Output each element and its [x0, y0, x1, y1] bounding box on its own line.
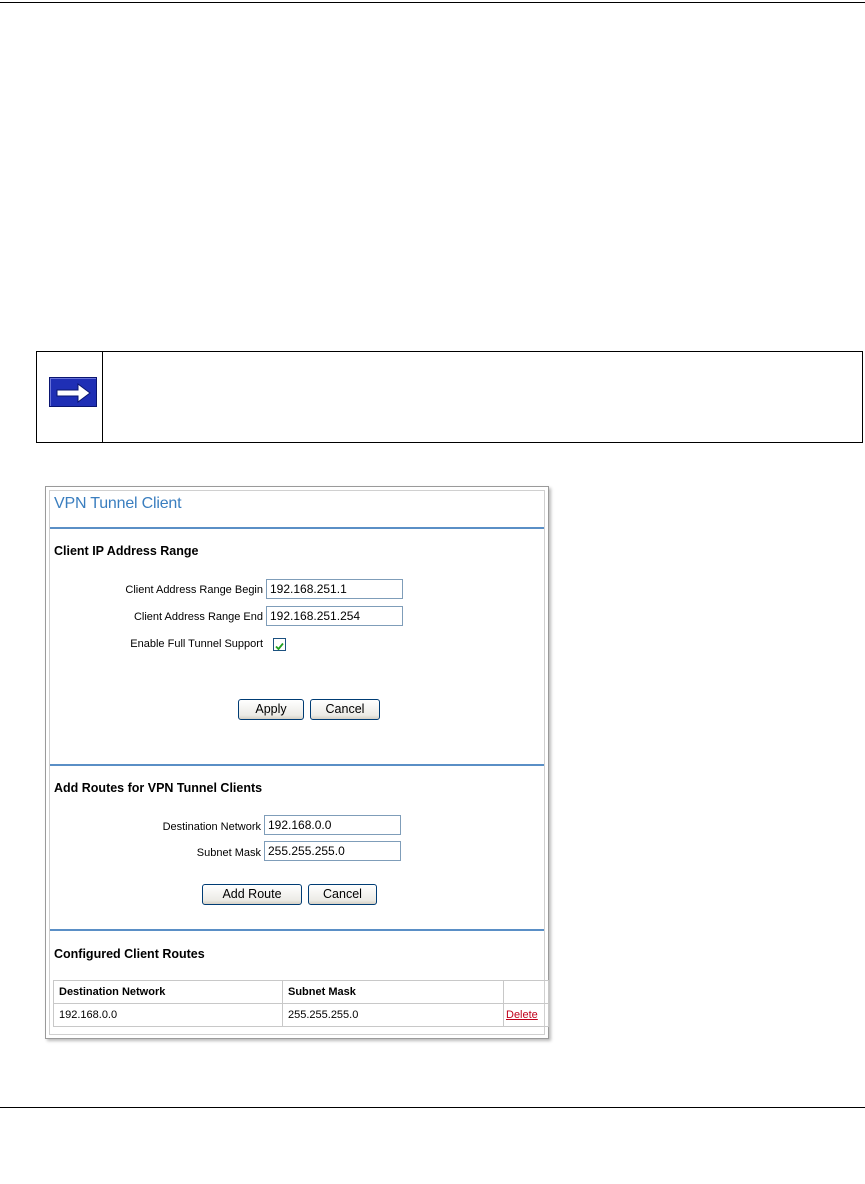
subnet-mask-label: Subnet Mask: [196, 847, 261, 859]
right-arrow-icon: [49, 377, 97, 407]
subnet-mask-input[interactable]: [264, 841, 401, 861]
configured-routes-table: [53, 980, 549, 1027]
add-route-button[interactable]: Add Route: [202, 884, 302, 905]
column-header-subnet-mask: Subnet Mask: [283, 981, 504, 1004]
column-header-action: [504, 981, 549, 1004]
section-divider: [50, 929, 544, 931]
panel-body: [49, 490, 545, 1035]
delete-route-link[interactable]: Delete: [506, 1009, 538, 1021]
destination-network-label: Destination Network: [162, 821, 261, 833]
full-tunnel-checkbox[interactable]: [273, 638, 286, 651]
column-header-destination: Destination Network: [54, 981, 283, 1004]
section-divider: [50, 764, 544, 766]
full-tunnel-label: Enable Full Tunnel Support: [130, 638, 263, 650]
panel-title: VPN Tunnel Client: [54, 495, 182, 512]
table-header-row: [54, 981, 549, 1004]
range-begin-label: Client Address Range Begin: [125, 584, 263, 596]
route-mask-cell: 255.255.255.0: [283, 1004, 504, 1027]
note-divider: [102, 352, 103, 442]
range-end-label: Client Address Range End: [133, 611, 263, 623]
page-footer-rule: [0, 1107, 865, 1108]
cancel-range-button[interactable]: Cancel: [310, 699, 380, 720]
destination-network-input[interactable]: [264, 815, 401, 835]
note-box: [36, 351, 863, 443]
range-begin-input[interactable]: [266, 579, 403, 599]
page-header-rule: [0, 2, 865, 3]
section-title-configured-routes: Configured Client Routes: [54, 947, 205, 961]
cancel-route-button[interactable]: Cancel: [308, 884, 377, 905]
section-divider: [50, 527, 544, 529]
route-destination-cell: 192.168.0.0: [54, 1004, 283, 1027]
apply-button[interactable]: Apply: [238, 699, 304, 720]
section-title-add-routes: Add Routes for VPN Tunnel Clients: [54, 781, 263, 795]
range-end-input[interactable]: [266, 606, 403, 626]
checkmark-icon: [274, 641, 285, 652]
section-title-client-range: Client IP Address Range: [54, 544, 199, 558]
vpn-tunnel-client-panel: [45, 486, 549, 1039]
table-row: [54, 1004, 549, 1027]
